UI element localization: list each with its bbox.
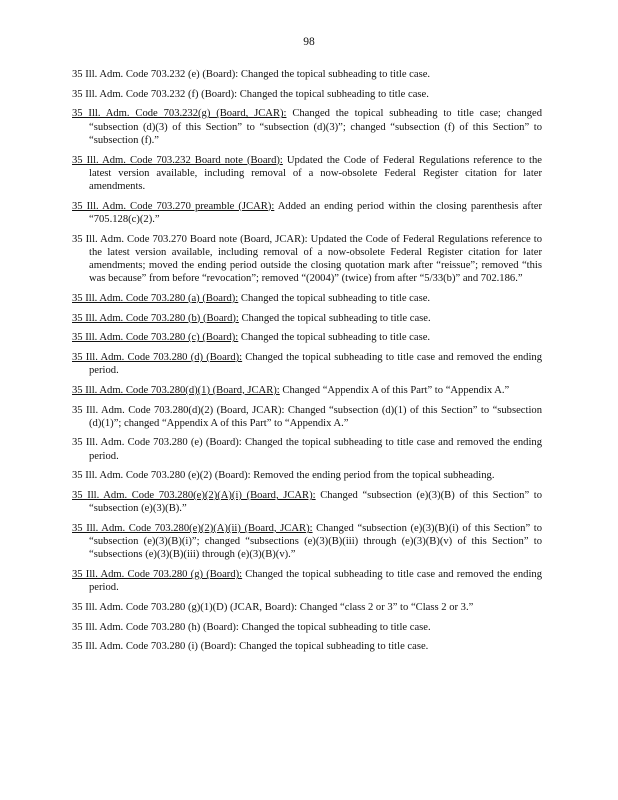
entry-citation: 35 Ill. Adm. Code 703.280 (h) (Board):	[72, 621, 239, 633]
change-entry	[72, 384, 542, 397]
entry-citation: 35 Ill. Adm. Code 703.280(d)(2) (Board, JCAR):	[72, 404, 285, 416]
entry-description: Changed “subsection (e)(3)(B)(i) of this Section” to “subsection (e)(3)(B)(i)”; changed “subsections (e)(3)(B)(iii) through (e)(3)(B)(v) of this Section” to “subsections (e)(3)(B)(iii) through (e)(3)(B)(v).”	[89, 522, 542, 561]
change-entry	[72, 436, 542, 462]
entry-citation: 35 Ill. Adm. Code 703.280(d)(1) (Board, JCAR):	[72, 384, 280, 396]
entry-citation: 35 Ill. Adm. Code 703.232 Board note (Board):	[72, 154, 283, 166]
change-entry	[72, 107, 542, 147]
entry-citation: 35 Ill. Adm. Code 703.280 (e)(2) (Board):	[72, 470, 251, 482]
page-number: 98	[303, 36, 315, 48]
entry-description: Updated the Code of Federal Regulations reference to the latest version available, including removal of a now-obsolete Federal Register citation for later amendments.	[89, 154, 542, 192]
entry-description: Changed the topical subheading to title case and removed the ending period.	[89, 437, 542, 462]
entry-description: Changed “class 2 or 3” to “Class 2 or 3.”	[297, 602, 474, 613]
entry-citation: 35 Ill. Adm. Code 703.232 (f) (Board):	[72, 88, 238, 100]
change-entry	[72, 489, 542, 515]
entry-description: Changed the topical subheading to title case.	[237, 88, 429, 100]
change-entry	[72, 233, 542, 286]
change-entry	[72, 200, 542, 226]
change-entry	[72, 312, 542, 325]
change-entry	[72, 331, 542, 344]
entry-description: Changed the topical subheading to title case.	[238, 292, 431, 304]
entry-citation: 35 Ill. Adm. Code 703.280 (i) (Board):	[72, 641, 237, 653]
entry-description: Removed the ending period from the topical subheading.	[250, 470, 495, 482]
entry-citation: 35 Ill. Adm. Code 703.280 (a) (Board):	[72, 292, 239, 304]
change-log-list	[72, 68, 542, 660]
entry-description: Changed the topical subheading to title case.	[238, 332, 431, 344]
change-entry	[72, 404, 542, 430]
entry-description: Changed the topical subheading to title case.	[238, 312, 431, 324]
entry-description: Changed the topical subheading to title case.	[238, 621, 431, 633]
entry-citation: 35 Ill. Adm. Code 703.280 (g) (Board):	[72, 569, 243, 581]
entry-citation: 35 Ill. Adm. Code 703.280 (d) (Board):	[72, 351, 243, 363]
entry-citation: 35 Ill. Adm. Code 703.280(e)(2)(A)(i) (Board, JCAR):	[72, 490, 316, 502]
entry-description: Added an ending period within the closing parenthesis after “705.128(c)(2).”	[89, 200, 542, 225]
change-entry	[72, 601, 542, 614]
entry-citation: 35 Ill. Adm. Code 703.232(g) (Board, JCAR):	[72, 108, 287, 120]
change-entry	[72, 522, 542, 562]
entry-description: Changed the topical subheading to title case.	[236, 641, 429, 653]
entry-description: Changed the topical subheading to title case; changed “subsection (d)(3) of this Section” to “subsection (d)(3)”; changed “subsection (f) of this Section” to “subsection (f).”	[89, 108, 542, 146]
change-entry	[72, 68, 542, 81]
entry-citation: 35 Ill. Adm. Code 703.270 Board note (Board, JCAR):	[72, 233, 308, 245]
entry-description: Changed the topical subheading to title case and removed the ending period.	[89, 569, 542, 594]
change-entry	[72, 568, 542, 594]
entry-citation: 35 Ill. Adm. Code 703.280(e)(2)(A)(ii) (Board, JCAR):	[72, 522, 313, 534]
entry-description: Changed the topical subheading to title case and removed the ending period.	[89, 351, 542, 377]
entry-citation: 35 Ill. Adm. Code 703.280 (c) (Board):	[72, 332, 239, 344]
change-entry	[72, 351, 542, 377]
change-entry	[72, 154, 542, 194]
change-entry	[72, 469, 542, 482]
change-entry	[72, 640, 542, 653]
entry-citation: 35 Ill. Adm. Code 703.232 (e) (Board):	[72, 69, 239, 80]
entry-citation: 35 Ill. Adm. Code 703.280 (g)(1)(D) (JCAR, Board):	[72, 602, 298, 613]
entry-citation: 35 Ill. Adm. Code 703.270 preamble (JCAR):	[72, 200, 275, 212]
entry-description: Changed the topical subheading to title case.	[238, 69, 431, 80]
entry-description: Changed “Appendix A of this Part” to “Appendix A.”	[279, 384, 510, 396]
change-entry	[72, 292, 542, 305]
change-entry	[72, 88, 542, 101]
entry-citation: 35 Ill. Adm. Code 703.280 (b) (Board):	[72, 312, 239, 324]
entry-description: Changed “subsection (e)(3)(B) of this Section” to “subsection (e)(3)(B).”	[89, 490, 542, 515]
entry-description: Changed “subsection (d)(1) of this Section” to “subsection (d)(1)”; changed “Appendix A of this Part” to “Appendix A.”	[89, 404, 542, 429]
change-entry	[72, 621, 542, 634]
entry-description: Updated the Code of Federal Regulations reference to the latest version available, including removal of a now-obsolete Federal Register citation for later amendments; moved the ending period outside the closing quotation mark after “reissue”; removed “this was because” from before “revocation”; removed “(2004)” (twice) from after “5/33(b)” and 702.186.”	[89, 233, 542, 285]
entry-citation: 35 Ill. Adm. Code 703.280 (e) (Board):	[72, 437, 242, 449]
